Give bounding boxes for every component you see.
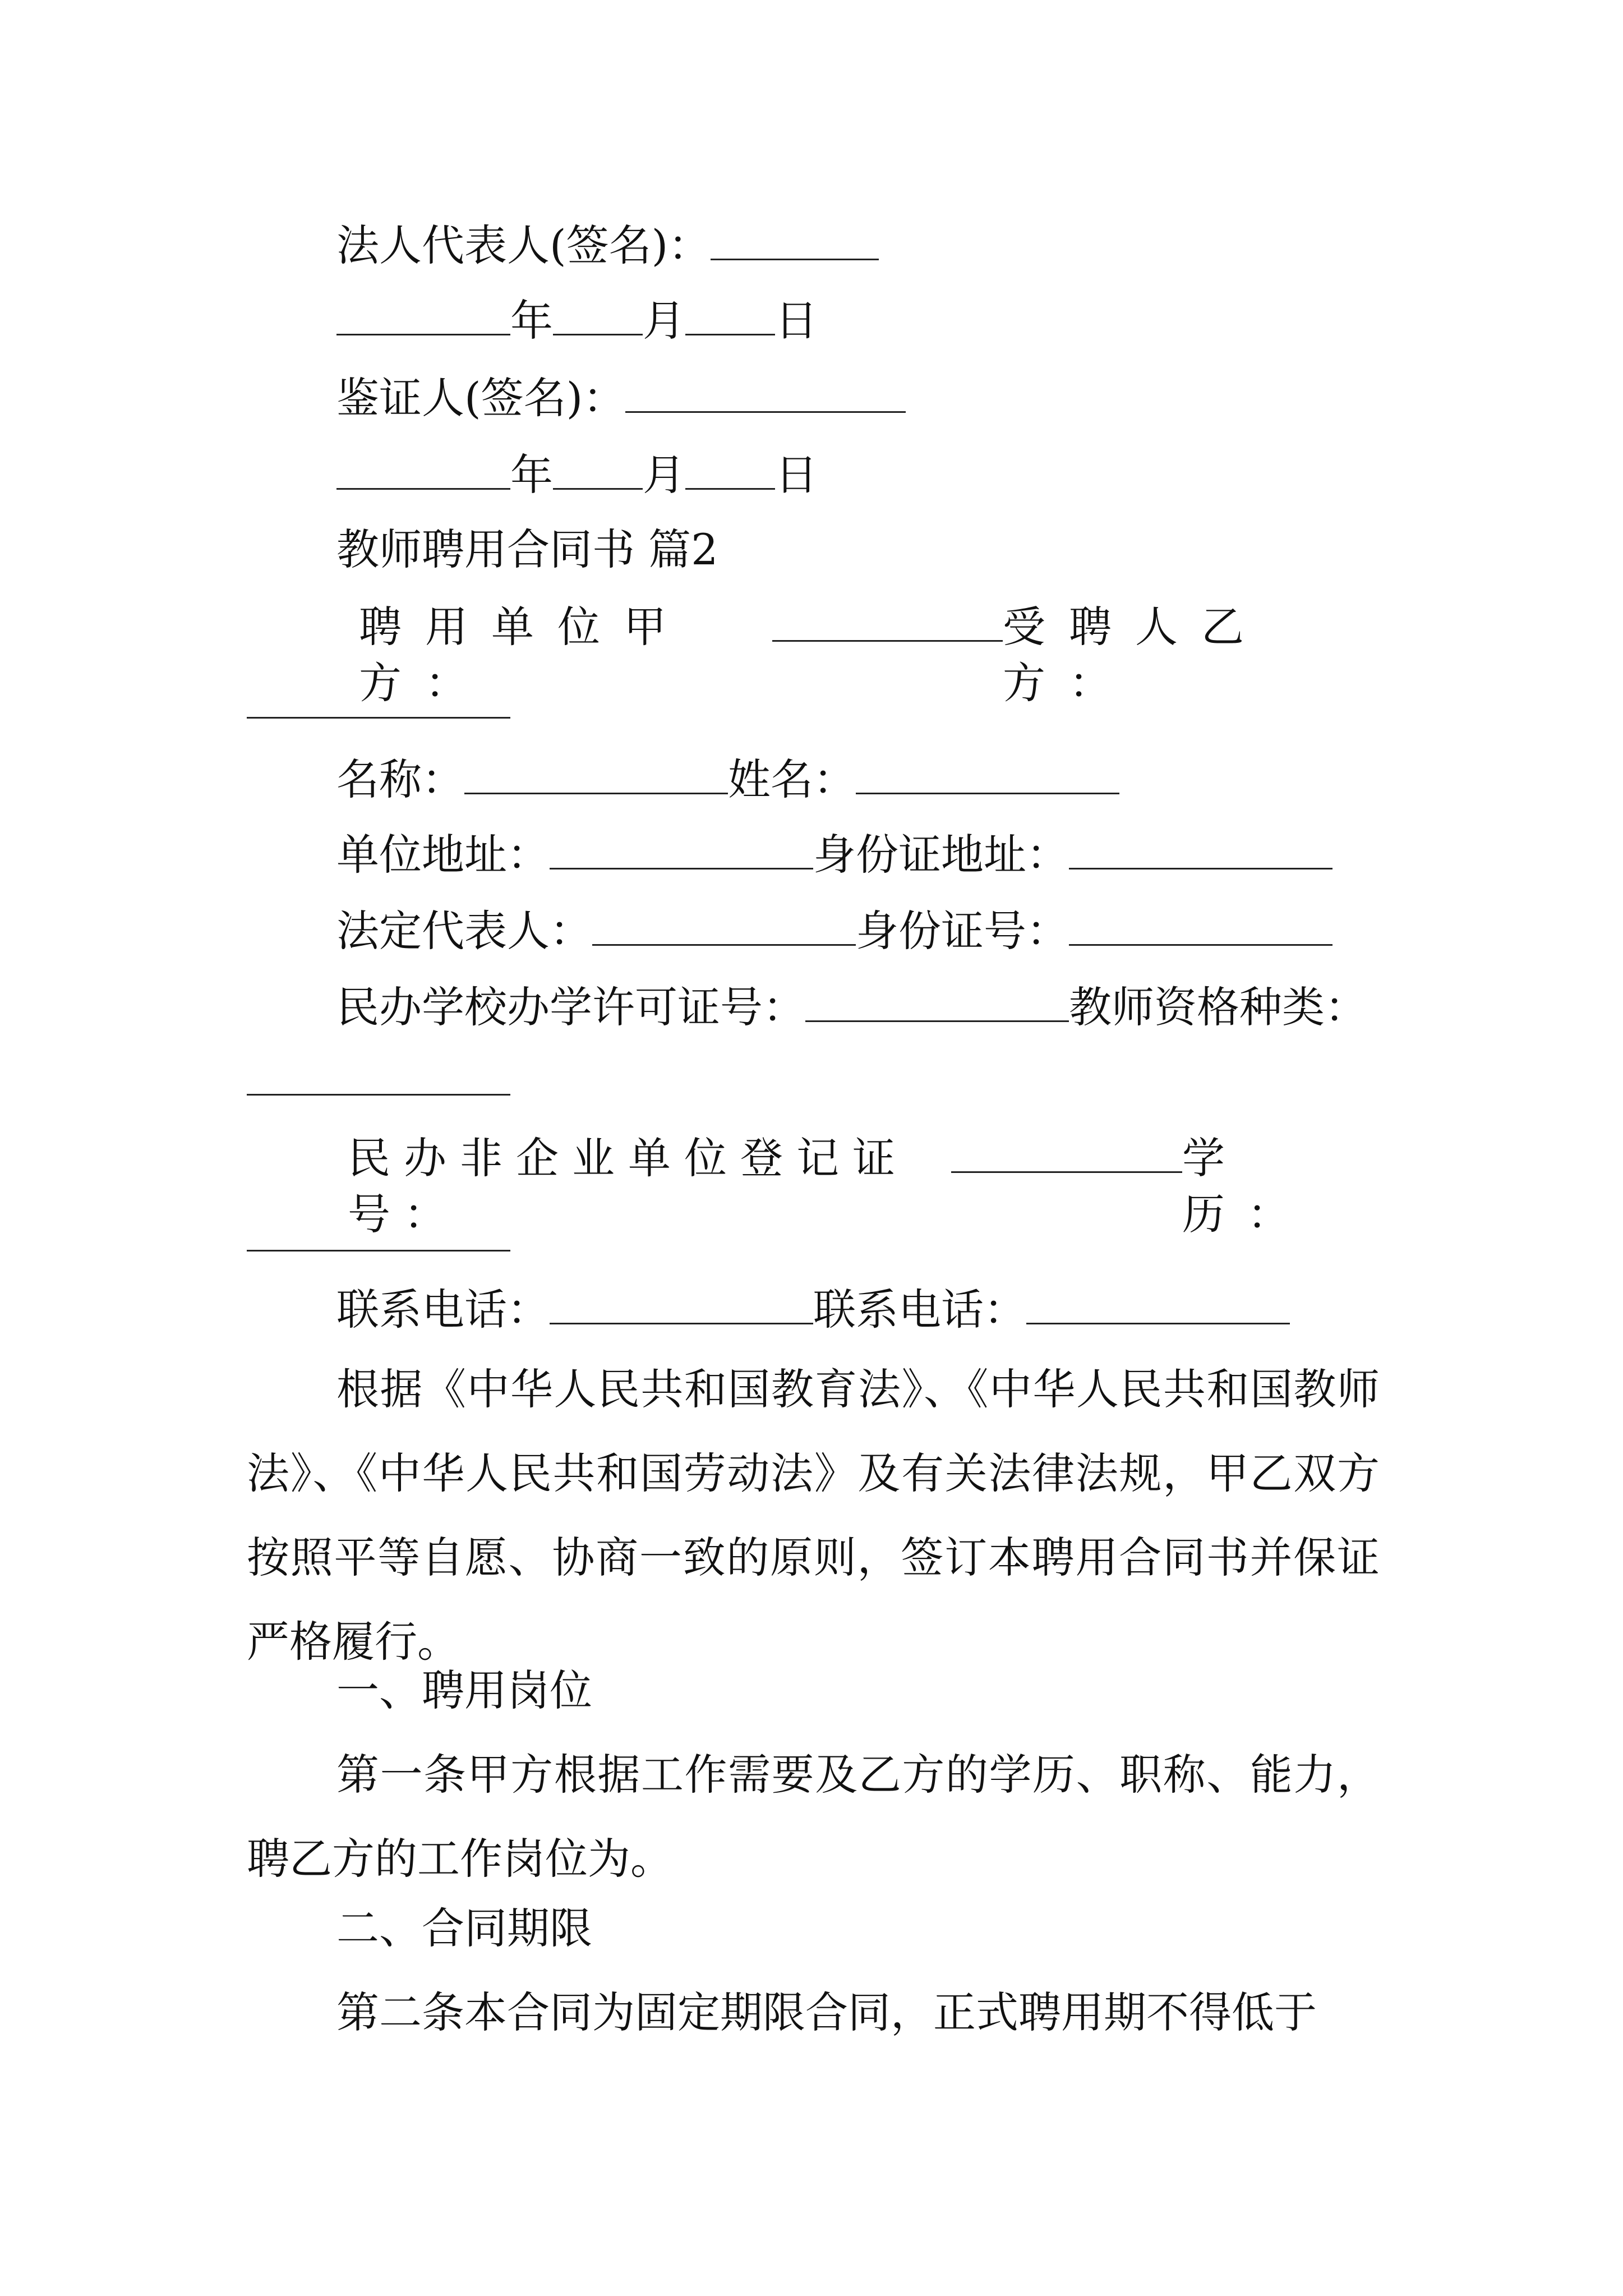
qualification-blank[interactable] (247, 1094, 510, 1096)
section-two-heading: 二、合同期限 (336, 1903, 592, 1953)
witness-signature-blank[interactable] (625, 374, 906, 413)
section-title: 教师聘用合同书 篇2 (336, 524, 718, 574)
phone-blank-a[interactable] (550, 1286, 813, 1324)
section-one-heading: 一、聘用岗位 (336, 1665, 592, 1715)
date-line-1 (336, 293, 818, 349)
license-blank[interactable] (805, 983, 1069, 1022)
employer-label: 聘用单位甲方： (359, 602, 690, 708)
education-blank[interactable] (247, 1250, 510, 1251)
year-blank-1[interactable] (336, 297, 510, 335)
year-blank-2[interactable] (336, 451, 510, 490)
person-name-blank[interactable] (856, 756, 1119, 794)
education-label: 学历： (1182, 1133, 1313, 1239)
preamble-paragraph: 根据《中华人民共和国教育法》、《中华人民共和国教师法》、《中华人民共和国劳动法》及有关法律法规，甲乙双方按照平等自愿、协商一致的原则，签订本聘用合同书并保证严格履行。 (247, 1364, 1380, 1667)
registration-line (348, 1130, 1357, 1243)
witness-signature-line (336, 370, 906, 426)
legal-rep-signature-line (336, 218, 879, 274)
id-number-blank[interactable] (1069, 907, 1332, 946)
license-label: 民办学校办学许可证号： (336, 982, 805, 1032)
day-label-2: 日 (775, 450, 818, 500)
registration-blank[interactable] (951, 1134, 1182, 1173)
year-label-1: 年 (510, 296, 553, 346)
year-label-2: 年 (510, 450, 553, 500)
month-blank-1[interactable] (553, 297, 643, 335)
legal-rep-blank[interactable] (592, 907, 856, 946)
address-blank[interactable] (550, 831, 813, 869)
day-label-1: 日 (775, 296, 818, 346)
phone-line (336, 1282, 1290, 1338)
address-line (336, 827, 1332, 883)
month-label-1: 月 (643, 296, 685, 346)
day-blank-1[interactable] (685, 297, 775, 335)
legal-rep-line (336, 903, 1332, 959)
phone-blank-b[interactable] (1026, 1286, 1290, 1324)
month-blank-2[interactable] (553, 451, 643, 490)
id-address-blank[interactable] (1069, 831, 1332, 869)
parties-header-line (359, 599, 1357, 711)
witness-signature-label: 鉴证人(签名)： (336, 373, 626, 423)
phone-label-b: 联系电话： (813, 1285, 1026, 1335)
license-line (336, 979, 1367, 1036)
qualification-label: 教师资格种类： (1069, 982, 1367, 1032)
article-two-paragraph: 第二条本合同为固定期限合同，正式聘用期不得低于 (336, 1987, 1317, 2037)
employee-label: 受聘人乙方： (1002, 602, 1267, 708)
legal-rep-signature-blank[interactable] (711, 222, 879, 260)
legal-rep-label: 法定代表人： (336, 906, 592, 956)
name-blank[interactable] (464, 756, 728, 794)
name-line (336, 752, 1119, 808)
employer-blank[interactable] (772, 603, 1003, 642)
employee-blank[interactable] (247, 717, 510, 719)
phone-label-a: 联系电话： (336, 1285, 550, 1335)
id-number-label: 身份证号： (856, 906, 1069, 956)
legal-rep-signature-label: 法人代表人(签名)： (336, 220, 711, 270)
person-name-label: 姓名： (728, 754, 856, 804)
date-line-2 (336, 447, 818, 503)
article-one-paragraph: 第一条甲方根据工作需要及乙方的学历、职称、能力，聘乙方的工作岗位为。 (247, 1750, 1380, 1884)
month-label-2: 月 (643, 450, 685, 500)
id-address-label: 身份证地址： (813, 830, 1069, 880)
registration-label: 民办非企业单位登记证号： (348, 1133, 909, 1239)
day-blank-2[interactable] (685, 451, 775, 490)
name-label: 名称： (336, 754, 464, 804)
address-label: 单位地址： (336, 830, 550, 880)
